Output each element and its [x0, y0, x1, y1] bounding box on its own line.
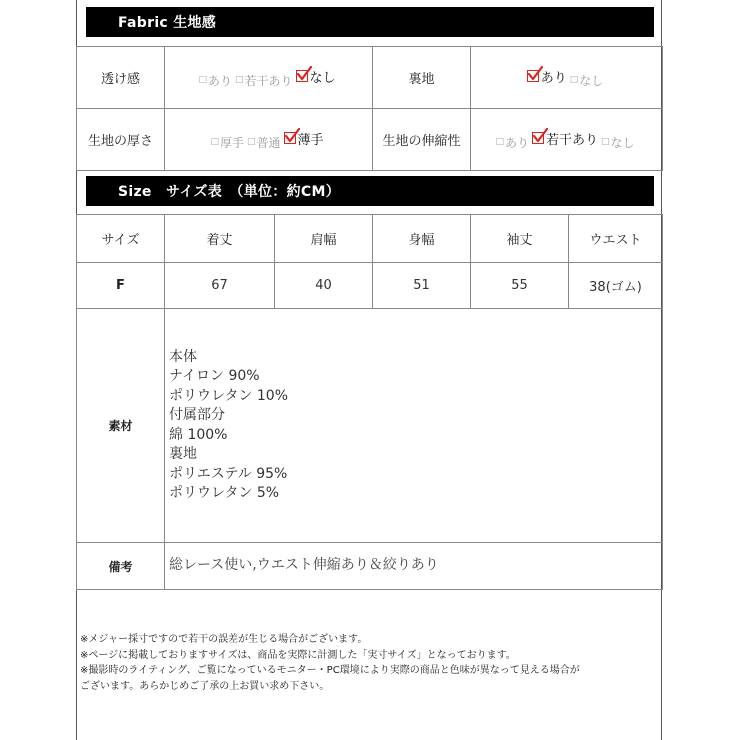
header-waist: ウエスト — [569, 215, 663, 263]
option-label: なし — [610, 135, 635, 150]
checkmark-icon — [532, 132, 544, 144]
note-line: ございます。あらかじめご了承の上お買い求め下さい。 — [80, 680, 330, 692]
remarks-text: 総レース使い,ウエスト伸縮あり＆絞りあり — [165, 543, 663, 590]
option-checked — [284, 129, 324, 148]
remarks-label: 備考 — [77, 543, 165, 590]
material-line: ナイロン 90% — [169, 368, 260, 384]
fabric-label: 透け感 — [77, 47, 165, 109]
option-unchecked — [601, 134, 635, 151]
value-sleeve: 55 — [471, 263, 569, 309]
value-length: 67 — [165, 263, 275, 309]
size-table — [76, 214, 663, 590]
fabric-options — [165, 109, 373, 171]
material-line: 付属部分 — [169, 407, 225, 423]
header-length: 着丈 — [165, 215, 275, 263]
notes — [80, 632, 660, 694]
material-line: ポリウレタン 5% — [169, 485, 280, 501]
checkbox-icon: □ — [569, 75, 579, 85]
material-line: 本体 — [169, 348, 197, 365]
option-unchecked — [495, 134, 529, 151]
checkbox-icon: □ — [601, 137, 610, 147]
option-unchecked — [198, 72, 232, 89]
option-label: あり — [540, 70, 567, 86]
material-row — [77, 309, 663, 543]
size-header-row — [77, 215, 663, 263]
note-line: ※撮影時のライティング、ご覧になっているモニター・PC環境により実際の商品と色味が異なって見える場合が — [80, 665, 580, 676]
option-unchecked — [247, 134, 281, 151]
header-chest: 身幅 — [373, 215, 471, 263]
option-unchecked — [210, 134, 244, 151]
option-label: あり — [504, 135, 529, 150]
option-label: なし — [309, 70, 336, 86]
option-label: 若干あり — [244, 73, 293, 88]
checkbox-icon: □ — [198, 75, 207, 85]
value-chest: 51 — [373, 263, 471, 309]
value-shoulder: 40 — [275, 263, 373, 309]
fabric-table — [76, 46, 663, 171]
fabric-row — [77, 47, 663, 109]
size-value-row — [77, 263, 663, 309]
material-line: ポリウレタン 10% — [169, 387, 289, 404]
fabric-options — [165, 47, 373, 109]
header-sleeve: 袖丈 — [471, 215, 569, 263]
fabric-label: 裏地 — [373, 47, 471, 109]
value-waist: 38(ゴム) — [569, 263, 663, 309]
checkmark-icon — [284, 132, 296, 144]
fabric-heading: Fabric 生地感 — [86, 7, 654, 37]
material-line: ポリエステル 95% — [169, 465, 288, 482]
material-label: 素材 — [77, 309, 165, 543]
header-shoulder: 肩幅 — [275, 215, 373, 263]
option-label: 若干あり — [545, 132, 598, 148]
option-label: あり — [207, 73, 232, 88]
remarks-row — [77, 543, 663, 590]
fabric-label: 生地の厚さ — [77, 109, 165, 171]
size-heading: Size サイズ表 （単位：約CM） — [86, 176, 654, 206]
option-checked — [532, 129, 598, 148]
fabric-options — [471, 47, 663, 109]
note-line: ※メジャー採寸ですので若干の誤差が生じる場合がございます。 — [80, 634, 368, 645]
header-size: サイズ — [77, 215, 165, 263]
material-line: 綿 100% — [169, 426, 228, 443]
checkbox-icon: □ — [246, 137, 256, 147]
checkbox-icon: □ — [234, 75, 244, 85]
size-f: F — [77, 263, 165, 309]
option-unchecked — [235, 72, 293, 89]
option-checked — [296, 67, 336, 86]
checkbox-icon: □ — [495, 137, 504, 147]
material-text — [165, 309, 663, 543]
fabric-row — [77, 109, 663, 171]
checkmark-icon — [296, 70, 308, 82]
option-label: 普通 — [256, 135, 281, 150]
fabric-options — [471, 109, 663, 171]
checkmark-icon — [527, 70, 539, 82]
note-line: ※ページに掲載しておりますサイズは、商品を実際に計測した「実寸サイズ」となっております。 — [80, 649, 516, 661]
material-line: 裏地 — [169, 446, 197, 462]
option-unchecked — [570, 72, 604, 89]
fabric-label: 生地の伸縮性 — [373, 109, 471, 171]
option-label: 厚手 — [219, 135, 244, 150]
option-label: なし — [579, 73, 604, 88]
option-label: 薄手 — [297, 132, 324, 148]
checkbox-icon: □ — [210, 137, 219, 147]
option-checked — [527, 67, 567, 86]
